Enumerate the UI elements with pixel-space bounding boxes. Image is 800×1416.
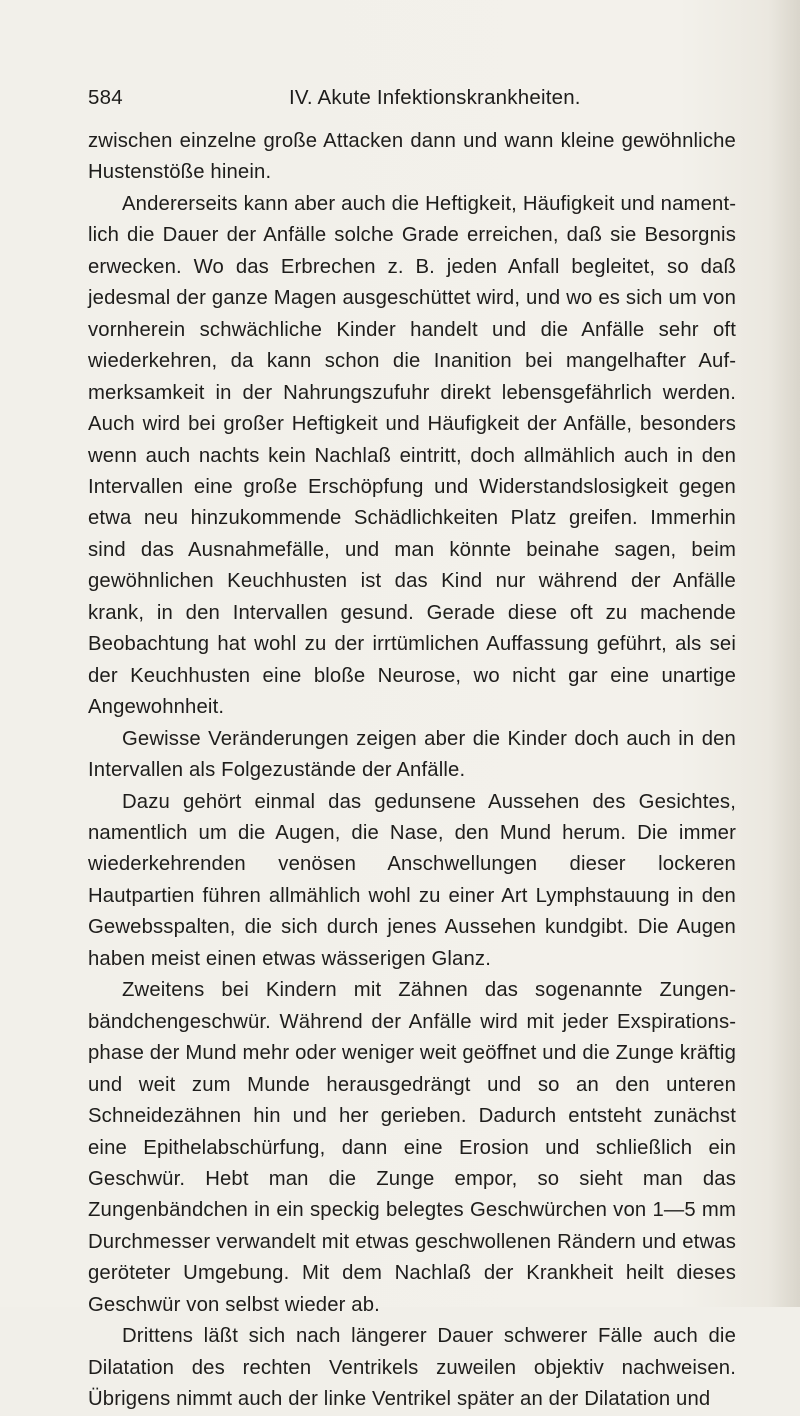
paragraph-dilatation: Drittens läßt sich nach längerer Dauer schwerer Fälle auch die Dilatation des rechten Ventrikels zuweilen objektiv nachweisen. Übrigens nimmt auch der linke Ventrikel später an der Dilatation und <box>88 1325 736 1411</box>
paragraph-face-swelling: Dazu gehört einmal das gedunsene Aussehen des Gesichtes, namentlich um die Augen, die Nase, den Mund herum. Die immer wiederkehrenden venösen Anschwellungen dieser lockeren Hautpartien führen allmählich wohl zu einer Art Lymphstauung in den Gewebsspalten, die sich durch jenes Aussehen kundgibt. Die Augen haben meist einen etwas wässerigen Glanz. <box>88 790 736 970</box>
page-number: 584 <box>88 86 123 109</box>
body-text <box>88 126 736 1416</box>
paragraph-tongue-ulcer: Zweitens bei Kindern mit Zähnen das sogenannte Zungenbändchengeschwür. Während der Anfälle wird mit jeder Exspirationsphase der Mund mehr oder weniger weit geöffnet und die Zunge kräftig und weit zum Munde herausgedrängt und so an den unteren Schneidezähnen hin und her gerieben. Dadurch entsteht zunächst eine Epithelabschürfung, dann eine Erosion und schließlich ein Geschwür. Hebt man die Zunge empor, so sieht man das Zungenbändchen in ein speckig belegtes Geschwürchen von 1—5 mm Durchmesser verwandelt mit etwas geschwollenen Rändern und etwas geröteter Umgebung. Mit dem Nachlaß der Krankheit heilt dieses Geschwür von selbst wieder ab. <box>88 979 736 1316</box>
page-header <box>88 86 728 116</box>
paragraph-continuation: zwischen einzelne große Attacken dann und wann kleine gewöhnliche Hustenstöße hinein. <box>88 130 736 184</box>
paragraph-severity: Andererseits kann aber auch die Heftigkeit, Häufigkeit und namentlich die Dauer der Anfälle solche Grade erreichen, daß sie Besorgnis erwecken. Wo das Erbrechen z. B. jeden Anfall begleitet, so daß jedesmal der ganze Magen ausgeschüttet wird, und wo es sich um von vornherein schwächliche Kinder handelt und die Anfälle sehr oft wiederkehren, da kann schon die Inanition bei mangelhafter Aufmerksamkeit in der Nahrungszufuhr direkt lebensgefährlich werden. Auch wird bei großer Heftigkeit und Häufigkeit der Anfälle, besonders wenn auch nachts kein Nachlaß eintritt, doch allmählich auch in den Intervallen eine große Erschöpfung und Widerstandslosigkeit gegen etwa neu hinzukommende Schädlichkeiten Platz greifen. Immerhin sind das Ausnahmefälle, und man könnte beinahe sagen, beim gewöhnlichen Keuchhusten ist das Kind nur während der Anfälle krank, in den Intervallen gesund. Gerade diese oft zu machende Beobachtung hat wohl zu der irrtümlichen Auffassung geführt, als sei der Keuchhusten eine bloße Neurose, wo nicht gar eine unartige Angewohnheit. <box>88 192 736 719</box>
running-title: IV. Akute Infektionskrankheiten. <box>289 86 581 109</box>
paragraph-intervals: Gewisse Veränderungen zeigen aber die Kinder doch auch in den Intervallen als Folgezustände der Anfälle. <box>88 727 736 782</box>
